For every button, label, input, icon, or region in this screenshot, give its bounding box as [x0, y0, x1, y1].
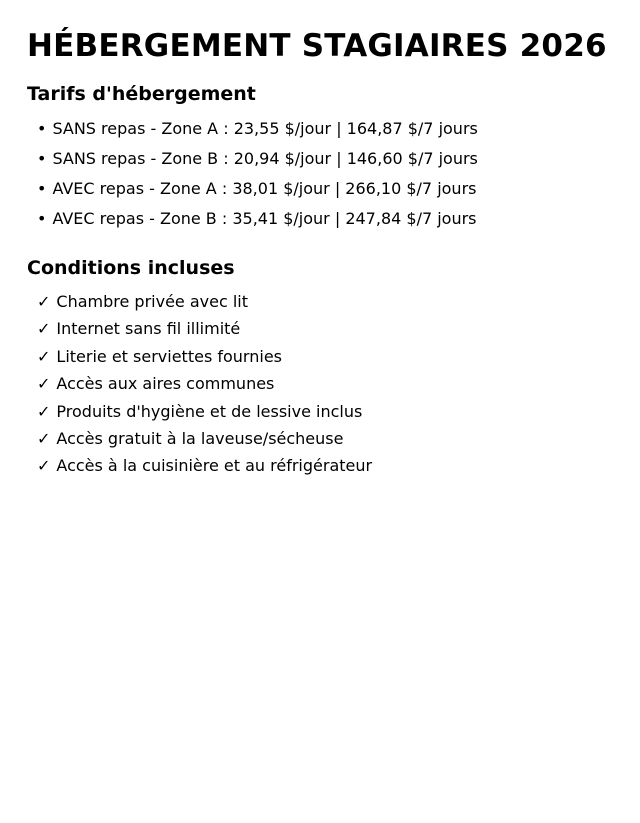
bullet-icon: • — [37, 179, 47, 198]
checkmark-icon: ✓ — [37, 292, 51, 311]
rates-list — [37, 119, 478, 239]
condition-item-text: Produits d'hygiène et de lessive inclus — [56, 401, 363, 421]
condition-item-text: Literie et serviettes fournies — [56, 346, 282, 366]
rate-item — [37, 149, 478, 179]
rate-item-text: SANS repas - Zone A : 23,55 $/jour | 164,87 $/7 jours — [52, 119, 478, 138]
checkmark-icon: ✓ — [37, 374, 51, 394]
condition-item — [37, 402, 372, 429]
condition-item-text: Accès aux aires communes — [56, 374, 275, 394]
condition-item-text: Internet sans fil illimité — [56, 319, 241, 339]
condition-item — [37, 347, 372, 374]
bullet-icon: • — [37, 149, 47, 168]
rate-item-text: AVEC repas - Zone A : 38,01 $/jour | 266,10 $/7 jours — [52, 179, 477, 198]
rates-heading: Tarifs d'hébergement — [27, 83, 256, 105]
condition-item-text: Accès à la cuisinière et au réfrigérateur — [56, 456, 373, 476]
checkmark-icon: ✓ — [37, 319, 51, 339]
rate-item — [37, 209, 478, 239]
checkmark-icon: ✓ — [37, 456, 51, 476]
checkmark-icon: ✓ — [37, 401, 51, 421]
page-title: HÉBERGEMENT STAGIAIRES 2026 — [27, 28, 607, 64]
rate-item — [37, 179, 478, 209]
condition-item — [37, 456, 372, 483]
condition-item-text: Chambre privée avec lit — [56, 292, 249, 311]
checkmark-icon: ✓ — [37, 346, 51, 366]
condition-item — [37, 319, 372, 346]
rate-item — [37, 119, 478, 149]
condition-item-text: Accès gratuit à la laveuse/sécheuse — [56, 428, 344, 448]
bullet-icon: • — [37, 119, 47, 138]
rate-item-text: AVEC repas - Zone B : 35,41 $/jour | 247,84 $/7 jours — [52, 209, 477, 228]
bullet-icon: • — [37, 209, 47, 228]
condition-item — [37, 374, 372, 401]
condition-item — [37, 292, 372, 319]
conditions-list — [37, 292, 372, 484]
checkmark-icon: ✓ — [37, 428, 51, 448]
conditions-heading: Conditions incluses — [27, 257, 235, 279]
rate-item-text: SANS repas - Zone B : 20,94 $/jour | 146,60 $/7 jours — [52, 149, 478, 168]
condition-item — [37, 429, 372, 456]
